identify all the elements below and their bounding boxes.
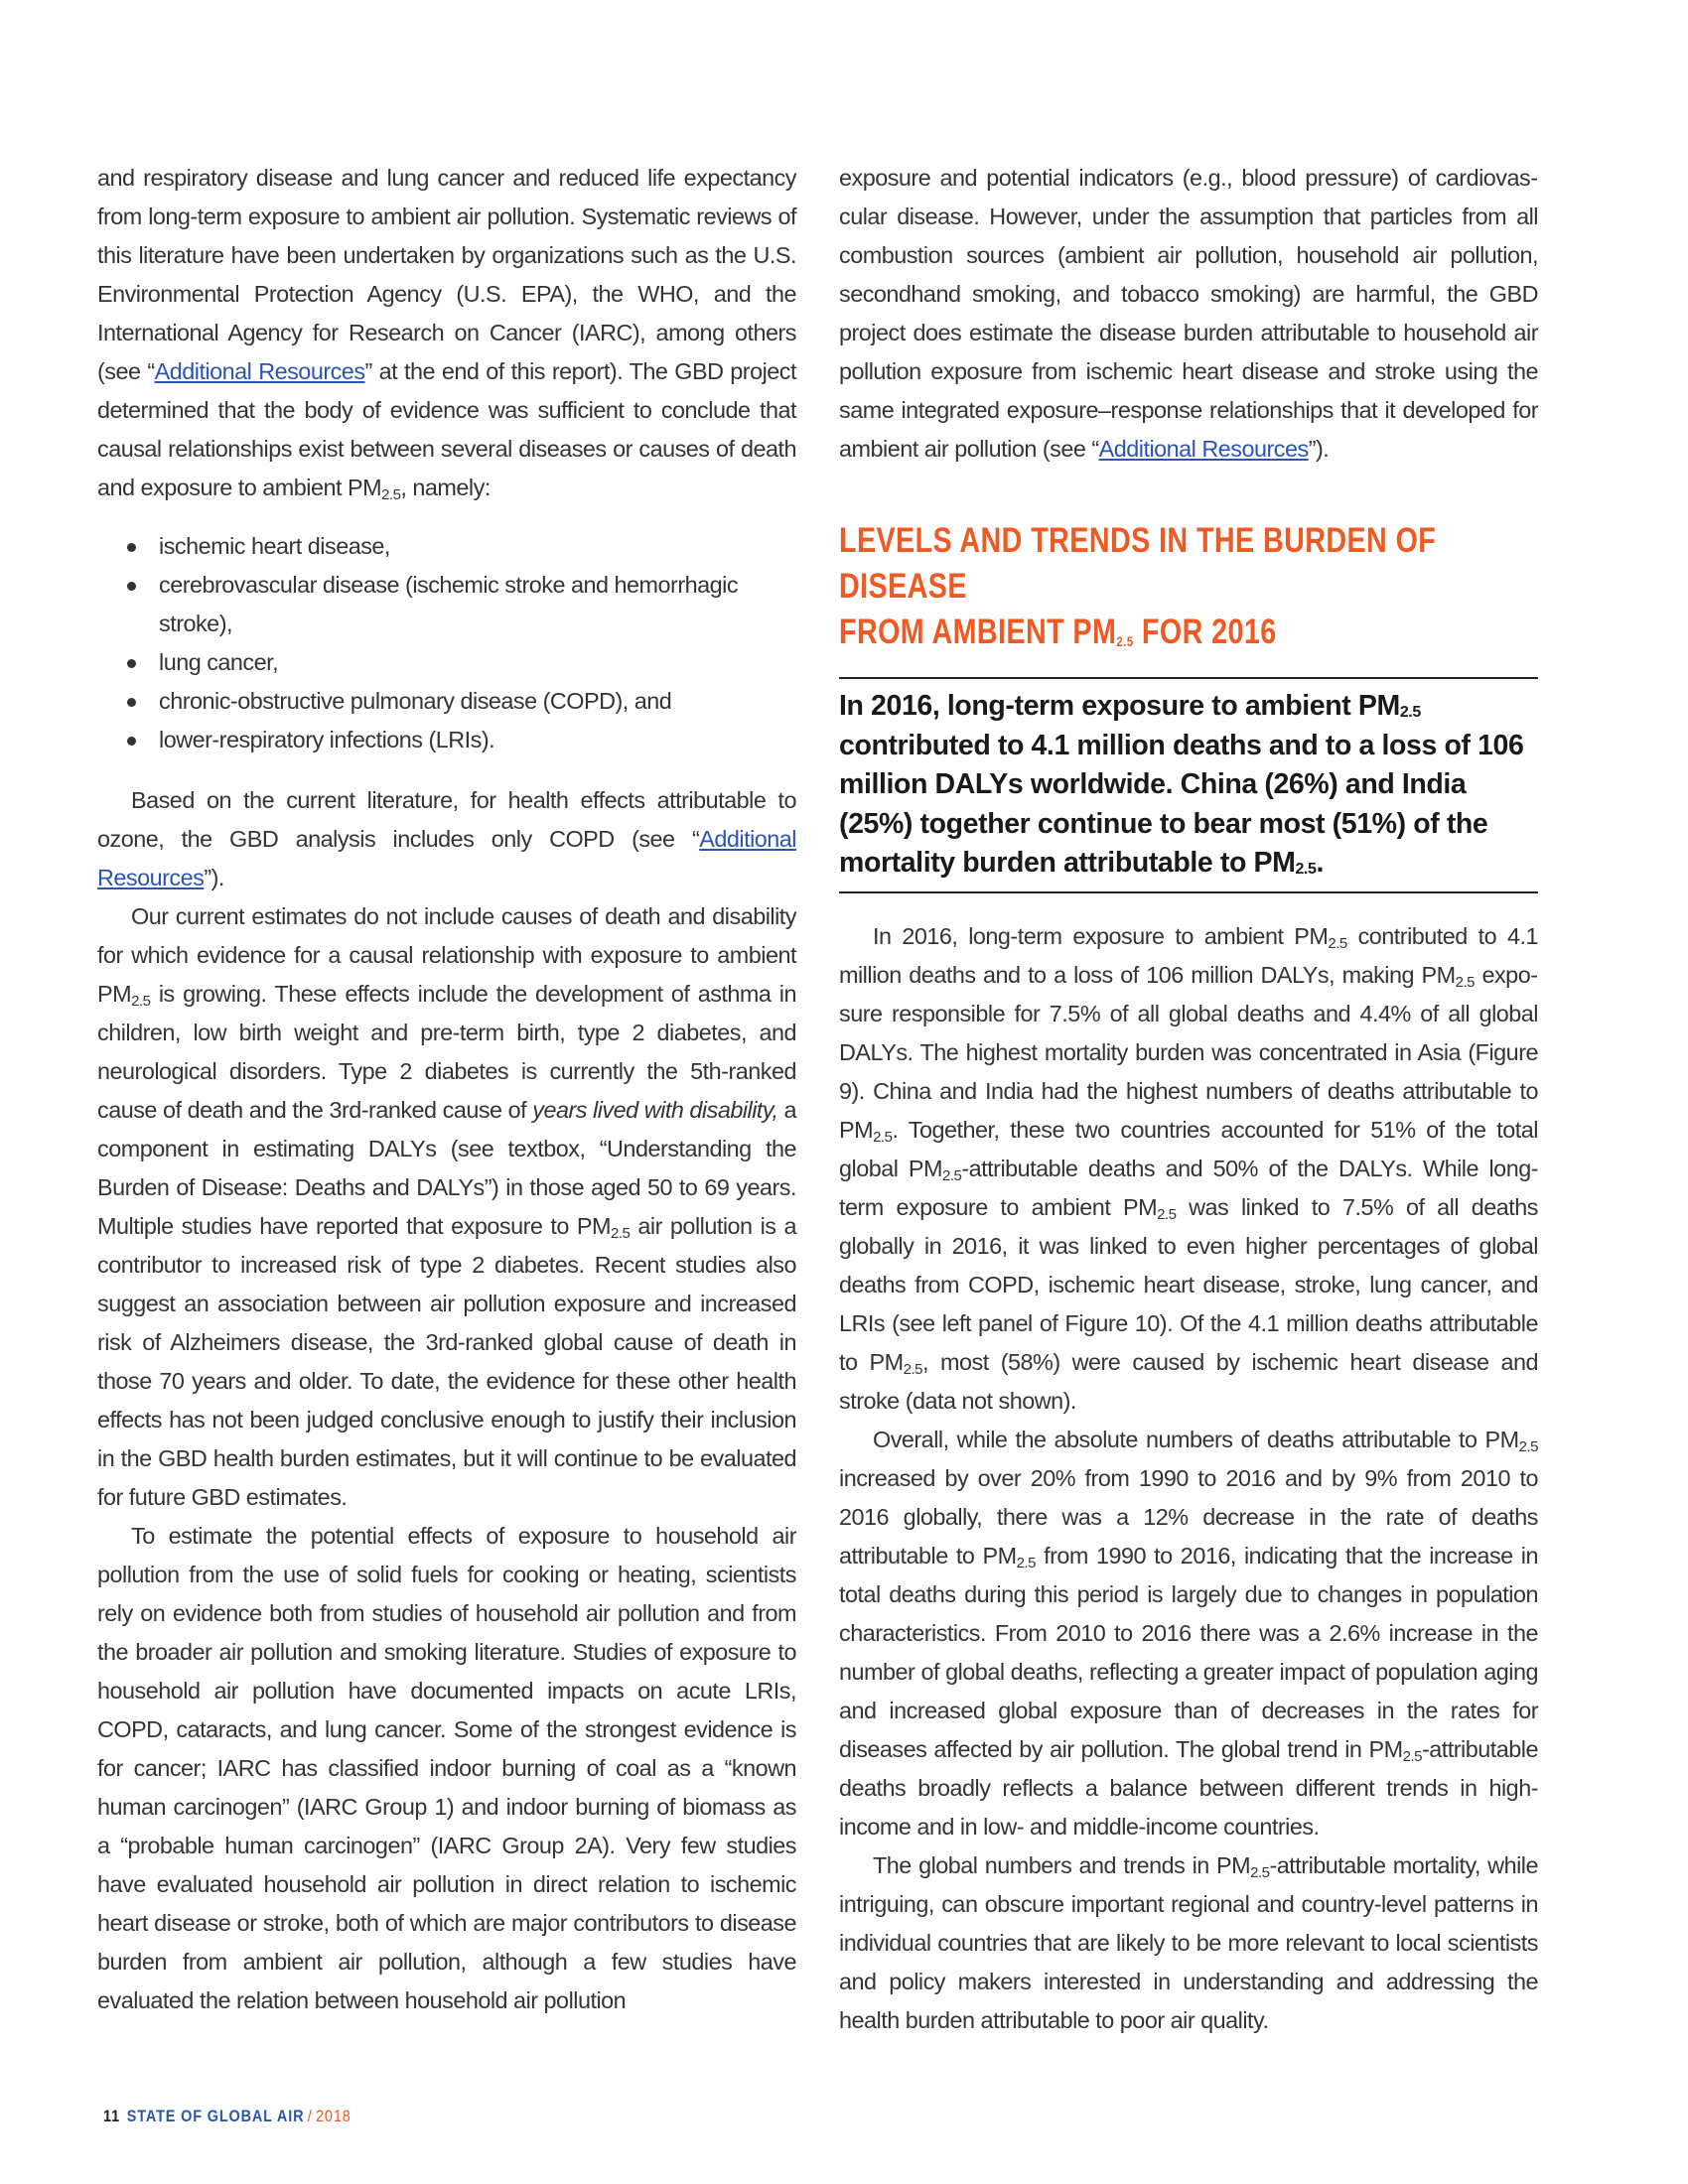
footer-separator: /: [307, 2107, 313, 2125]
paragraph-ozone: Based on the current literature, for health effects attributable to ozone, the GBD analysis includes only COPD (see “Additional Resources”).: [97, 787, 796, 890]
bullet-icon: [127, 582, 136, 591]
disease-list: [97, 527, 796, 759]
paragraph-exposure-indicators: exposure and potential indicators (e.g., blood pressure) of cardiovascular disease. However, under the assumption that particles from all combustion sources (ambient air pollution, household air pollution, secondhand smoking, and tobacco smoking) are harmful, the GBD project does estimate the disease burden attributable to household air pollution exposure from ischemic heart disease and stroke using the same integrated exposure–response relationships that it developed for ambient air pollution (see “Additional Resources”).: [839, 165, 1538, 462]
key-finding-callout: In 2016, long-term exposure to ambient $PM_{2.5}$ contributed to 4.1 million deaths and to a loss of 106 million DALYs worldwide. China (26%) and India (25%) together continue to bear most (51%) of the mortality burden attributable to $PM_{2.5}$.: [839, 690, 1524, 879]
heading-subscript: 2.5: [1116, 633, 1134, 649]
divider-top: [839, 677, 1538, 679]
left-column: [97, 159, 796, 2020]
pm-subscript: 2.5: [1402, 1747, 1422, 1765]
pm-subscript: 2.5: [903, 1360, 922, 1378]
paragraph-trends: Overall, while the absolute numbers of deaths attributable to $PM_{2.5}$ increased by over 20% from 1990 to 2016 and by 9% from 2010 to 2016 globally, there was a 12% decrease in the rate of deaths attributable to $PM_{2.5}$ from 1990 to 2016, indicating that the increase in total deaths during this period is largely due to changes in population characteristics. From 2010 to 2016 there was a 2.6% increase in the number of global deaths, reflecting a greater impact of population aging and increased global exposure than of decreases in the rates for diseases affected by air pollution. The global trend in $PM_{2.5}$-attributable deaths broadly reflects a balance between different trends in high-income and in low- and middle-income countries.: [839, 1426, 1538, 1840]
pm-subscript: 2.5: [1250, 1863, 1270, 1881]
paragraph-regional-patterns: The global numbers and trends in $PM_{2.5}$-attributable mortality, while intriguing, can obscure important regional and country-level patterns in individual countries that are likely to be more relevant to local scientists and policy makers interested in understanding and addressing the health burden attributable to poor air quality.: [839, 1851, 1538, 2033]
paragraph-other-effects: Our current estimates do not include causes of death and disability for which evidence for a causal relationship with exposure to ambient $PM_{2.5}$ is growing. These effects include the development of asthma in children, low birth weight and pre-term birth, type 2 diabetes, and neurological disorders. Type 2 diabetes is currently the 5th-ranked cause of death and the 3rd-ranked cause of years lived with disability, a component in estimating DALYs (see textbox, “Understanding the Burden of Disease: Deaths and DALYs”) in those aged 50 to 69 years. Multiple studies have reported that exposure to $PM_{2.5}$ air pollution is a contributor to increased risk of type 2 diabetes. Recent studies also suggest an association between air pollution exposure and increased risk of Alzheimers disease, the 3rd-ranked global cause of death in those 70 years and older. To date, the evidence for these other health effects has not been judged conclusive enough to justify their inclusion in the GBD health burden estimates, but it will continue to be evaluated for future GBD estimates.: [97, 903, 796, 1510]
additional-resources-link[interactable]: Additional Resources: [97, 826, 796, 890]
list-item: cerebrovascular disease (ischemic stroke and hemorrhagic stroke),: [97, 566, 796, 643]
italic-term: years lived with disability,: [532, 1097, 778, 1123]
report-title: STATE OF GLOBAL AIR: [126, 2107, 305, 2125]
additional-resources-link[interactable]: Additional Resources: [1098, 436, 1309, 462]
pm-subscript: 2.5: [1016, 1554, 1036, 1571]
list-item: lower-respiratory infections (LRIs).: [97, 721, 796, 759]
bullet-icon: [127, 543, 136, 552]
additional-resources-link[interactable]: Additional Resources: [154, 358, 365, 384]
report-year: 2018: [316, 2107, 352, 2125]
page-footer: [103, 2107, 352, 2126]
bullet-icon: [127, 659, 136, 668]
list-item: ischemic heart disease,: [97, 527, 796, 566]
paragraph-causal-evidence: and respiratory disease and lung cancer and reduced life expectancy from long-term exposure to ambient air pollution. Systematic reviews of this literature have been undertaken by organizations such as the U.S. Environmental Protection Agency (U.S. EPA), the WHO, and the International Agency for Research on Cancer (IARC), among others (see “Additional Resources” at the end of this report). The GBD project determined that the body of evidence was sufficient to conclude that causal relationships exist between several diseases or causes of death and exposure to ambient $PM_{2.5}$, namely:: [97, 165, 797, 503]
bullet-icon: [127, 698, 136, 707]
pm-subscript: 2.5: [381, 486, 401, 503]
pm-subscript: 2.5: [1399, 704, 1421, 721]
paragraph-2016-burden: In 2016, long-term exposure to ambient $PM_{2.5}$ contributed to 4.1 million deaths and to a loss of 106 million DALYs, making $PM_{2.5}$ exposure responsible for 7.5% of all global deaths and 4.4% of all global DALYs. The highest mortality burden was concentrated in Asia (Figure 9). China and India had the highest numbers of deaths attributable to $PM_{2.5}$. Together, these two countries accounted for 51% of the total global $PM_{2.5}$-attributable deaths and 50% of the DALYs. While long-term exposure to ambient $PM_{2.5}$ was linked to 7.5% of all deaths globally in 2016, it was linked to even higher percentages of global deaths from COPD, ischemic heart disease, stroke, lung cancer, and LRIs (see left panel of Figure 10). Of the 4.1 million deaths attributable to $PM_{2.5}$, most (58%) were caused by ischemic heart disease and stroke (data not shown).: [839, 922, 1539, 1414]
divider-bottom: [839, 891, 1538, 893]
pm-subscript: 2.5: [1295, 861, 1317, 878]
pm-subscript: 2.5: [1518, 1437, 1538, 1455]
paragraph-household-air: To estimate the potential effects of exposure to household air pollution from the use of solid fuels for cooking or heating, scientists rely on evidence both from studies of household air pollution and from the broader air pollution and smoking literature. Studies of exposure to household air pollution have documented impacts on acute LRIs, COPD, cataracts, and lung cancer. Some of the strongest evidence is for cancer; IARC has classified indoor burning of coal as a “known human carcinogen” (IARC Group 1) and indoor burning of biomass as a “probable human carcinogen” (IARC Group 2A). Very few studies have evaluated household air pollution in direct relation to ischemic heart disease or stroke, both of which are major contributors to disease burden from ambient air pollution, although a few studies have evaluated the relation between household air pollution: [97, 1523, 796, 2013]
pm-subscript: 2.5: [942, 1166, 962, 1184]
pm-subscript: 2.5: [1157, 1205, 1177, 1223]
page-number: 11: [103, 2107, 120, 2125]
list-item: chronic-obstructive pulmonary disease (COPD), and: [97, 682, 796, 721]
pm-subscript: 2.5: [1328, 934, 1347, 952]
pm-subscript: 2.5: [611, 1225, 631, 1242]
section-heading: LEVELS AND TRENDS IN THE BURDEN OF DISEASE FROM AMBIENT $PM_{2.5}$ FOR 2016: [839, 521, 1437, 651]
pm-subscript: 2.5: [131, 993, 151, 1010]
list-item: lung cancer,: [97, 643, 796, 682]
right-column: [839, 159, 1538, 2040]
pm-subscript: 2.5: [873, 1128, 893, 1146]
bullet-icon: [127, 737, 136, 746]
pm-subscript: 2.5: [1455, 973, 1475, 991]
